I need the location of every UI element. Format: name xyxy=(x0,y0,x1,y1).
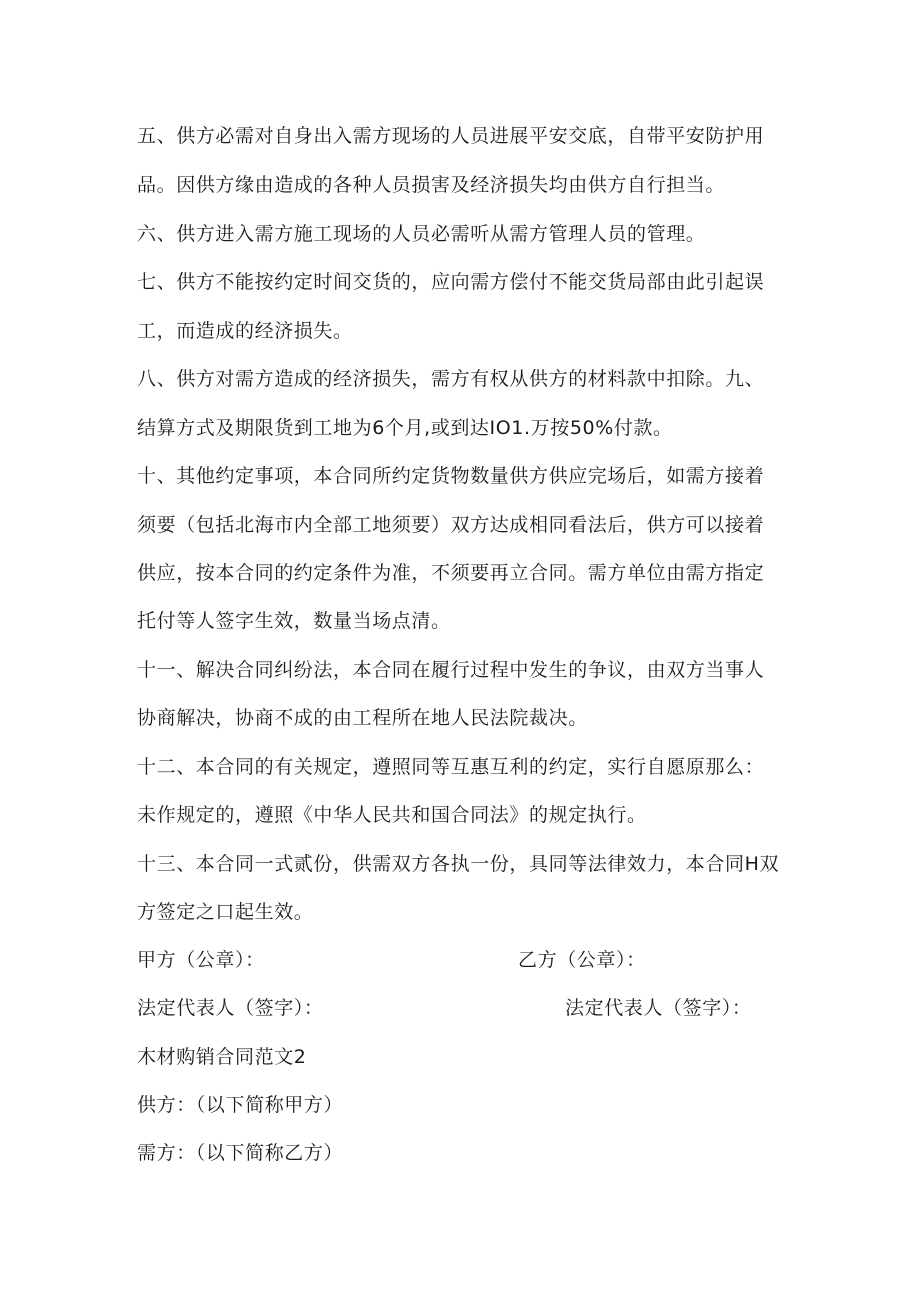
clause-7-line-1: 七、供方不能按约定时间交货的，应向需方偿付不能交货局部由此引起误 xyxy=(137,271,765,293)
clause-6-line-1: 六、供方进入需方施工现场的人员必需听从需方管理人员的管理。 xyxy=(137,223,706,245)
clause-13-line-1: 十三、本合同一式贰份，供需双方各执一份，具同等法律效力，本合同H双 xyxy=(137,853,780,875)
party-a-rep-label: 法定代表人（签字）： xyxy=(137,997,324,1019)
clause-12-line-1: 十二、本合同的有关规定，遵照同等互惠互利的约定，实行自愿原那么： xyxy=(137,756,765,778)
clause-5-line-1: 五、供方必需对自身出入需方现场的人员进展平安交底，自带平安防护用 xyxy=(137,125,765,147)
supplier-label: 供方：（以下简称甲方） xyxy=(137,1094,344,1116)
clause-9-line-1: 结算方式及期限货到工地为6个月,或到达IO1.万按50%付款。 xyxy=(137,417,673,439)
clause-10-line-4: 托付等人签字生效，数量当场点清。 xyxy=(137,610,451,632)
party-a-seal-label: 甲方（公章）： xyxy=(137,949,265,971)
party-b-rep-label: 法定代表人（签字）： xyxy=(565,997,752,1019)
clause-11-line-1: 十一、解决合同纠纷法，本合同在履行过程中发生的争议，由双方当事人 xyxy=(137,659,765,681)
party-b-seal-label: 乙方（公章）： xyxy=(518,949,646,971)
clause-7-line-2: 工，而造成的经济损失。 xyxy=(137,320,353,342)
clause-13-line-2: 方签定之口起生效。 xyxy=(137,901,314,923)
clause-5-line-2: 品。因供方缘由造成的各种人员损害及经济损失均由供方自行担当。 xyxy=(137,174,726,196)
clause-11-line-2: 协商解决，协商不成的由工程所在地人民法院裁决。 xyxy=(137,707,588,729)
clause-10-line-3: 供应，按本合同的约定条件为准，不须要再立合同。需方单位由需方指定 xyxy=(137,562,765,584)
next-document-title: 木材购销合同范文2 xyxy=(137,1046,307,1068)
buyer-label: 需方：（以下简称乙方） xyxy=(137,1142,344,1164)
clause-10-line-1: 十、其他约定事项，本合同所约定货物数量供方供应完场后，如需方接着 xyxy=(137,465,765,487)
clause-10-line-2: 须要（包括北海市内全部工地须要）双方达成相同看法后，供方可以接着 xyxy=(137,514,765,536)
clause-8-line-1: 八、供方对需方造成的经济损失，需方有权从供方的材料款中扣除。九、 xyxy=(137,368,765,390)
clause-12-line-2: 未作规定的，遵照《中华人民共和国合同法》的规定执行。 xyxy=(137,804,647,826)
